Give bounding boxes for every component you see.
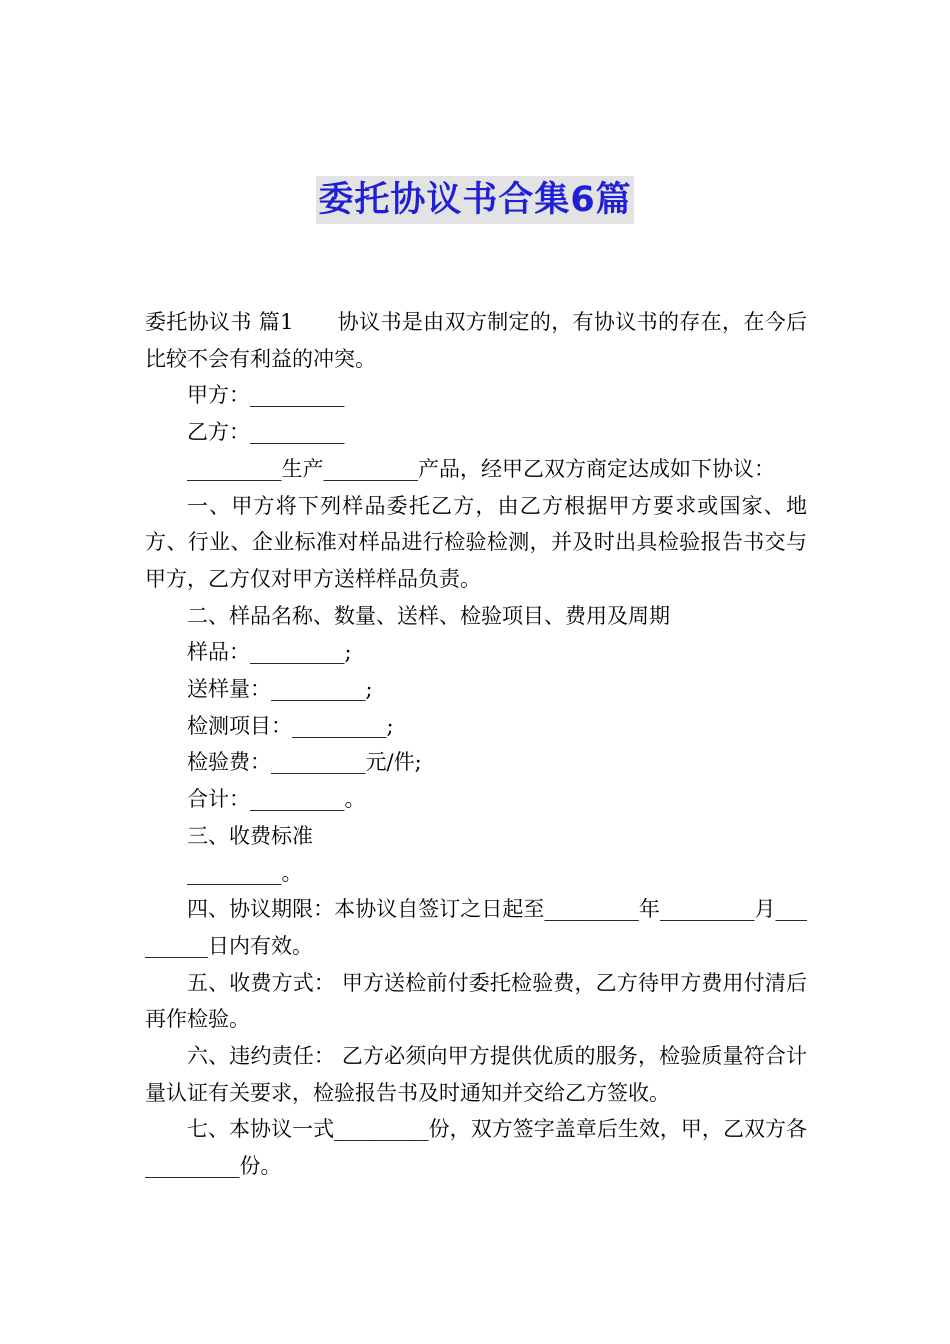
clause-6: 六、违约责任： 乙方必须向甲方提供优质的服务，检验质量符合计量认证有关要求，检验报告书及时通知并交给乙方签收。	[145, 1044, 807, 1105]
section-label: 委托协议书 篇1	[145, 310, 294, 334]
title-container	[0, 176, 950, 224]
clause-2: 二、样品名称、数量、送样、检验项目、费用及周期	[187, 603, 670, 628]
document-title: 委托协议书合集6篇	[316, 176, 633, 224]
fee-standard-line: _________。	[187, 860, 303, 885]
intro-text: 协议书是由双方制定的，有协议书的存在，在今后比较不会有利益的冲突。	[145, 310, 808, 371]
clause-4: 四、协议期限：本协议自签订之日起至_________年_________月_________日内有效。	[145, 897, 807, 958]
party-a-line: 甲方：_________	[187, 383, 345, 408]
fee-line: 检验费：_________元/件;	[187, 750, 422, 775]
intro-paragraph	[145, 304, 807, 377]
clause-3: 三、收费标准	[187, 823, 313, 848]
clause-1: 一、甲方将下列样品委托乙方，由乙方根据甲方要求或国家、地方、行业、企业标准对样品进行检验检测，并及时出具检验报告书交与甲方，乙方仅对甲方送样样品负责。	[145, 493, 807, 591]
product-line: _________生产_________产品，经甲乙双方商定达成如下协议：	[187, 456, 775, 481]
party-b-line: 乙方：_________	[187, 420, 345, 445]
sample-line: 样品：_________;	[187, 640, 352, 665]
clause-7: 七、本协议一式_________份，双方签字盖章后生效，甲，乙双方各_________份。	[145, 1117, 807, 1179]
quantity-line: 送样量：_________;	[187, 677, 373, 702]
clause-5: 五、收费方式： 甲方送检前付委托检验费，乙方待甲方费用付清后再作检验。	[145, 970, 807, 1032]
document-body	[145, 304, 807, 1185]
total-line: 合计：_________。	[187, 787, 366, 812]
test-items-line: 检测项目：_________;	[187, 713, 394, 738]
